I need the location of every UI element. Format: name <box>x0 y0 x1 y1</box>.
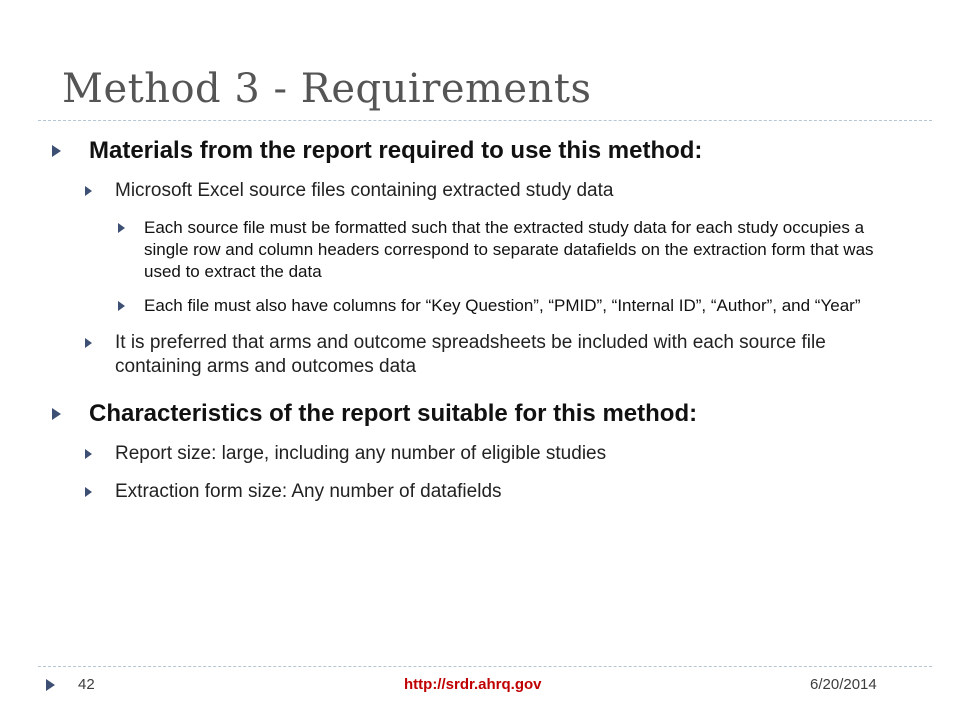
footer-arrow-icon <box>46 679 55 691</box>
bullet-arrow-icon <box>85 186 92 196</box>
bullet-arrow-icon <box>85 338 92 348</box>
bullet-arms-outcome-spreadsheets: It is preferred that arms and outcome spreadsheets be included with each source file containing arms and outcomes data <box>52 331 892 379</box>
bullet-arrow-icon <box>85 449 92 459</box>
section-heading-materials: Materials from the report required to use this method: <box>52 136 892 166</box>
bullet-report-size: Report size: large, including any number of eligible studies <box>52 442 892 466</box>
bullet-arrow-icon <box>85 487 92 497</box>
slide-body <box>52 136 892 504</box>
footer-divider <box>38 666 932 667</box>
title-divider <box>38 120 932 121</box>
bullet-arrow-icon <box>118 223 125 233</box>
bullet-excel-source-files: Microsoft Excel source files containing extracted study data <box>52 179 892 203</box>
bullet-arrow-icon <box>52 408 61 420</box>
page-number: 42 <box>78 676 95 693</box>
subbullet-required-columns: Each file must also have columns for “Key Question”, “PMID”, “Internal ID”, “Author”, and “Year” <box>52 295 892 317</box>
footer-link[interactable]: http://srdr.ahrq.gov <box>404 676 542 693</box>
footer-date: 6/20/2014 <box>810 676 877 693</box>
bullet-arrow-icon <box>52 145 61 157</box>
slide-title: Method 3 - Requirements <box>62 66 592 112</box>
subbullet-source-file-format: Each source file must be formatted such that the extracted study data for each study occupies a single row and column headers correspond to separate datafields on the extraction form that was used to extract the data <box>52 217 892 283</box>
section-heading-characteristics: Characteristics of the report suitable for this method: <box>52 399 892 429</box>
bullet-extraction-form-size: Extraction form size: Any number of datafields <box>52 480 892 504</box>
bullet-arrow-icon <box>118 301 125 311</box>
